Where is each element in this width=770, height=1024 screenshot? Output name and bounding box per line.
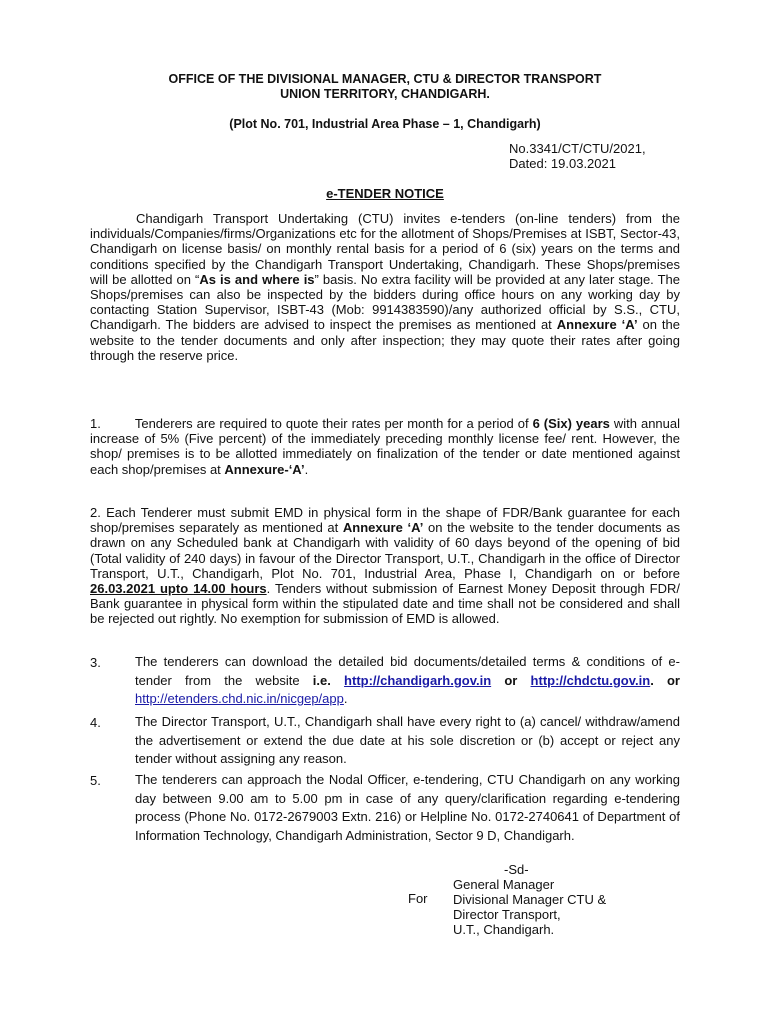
reference-date: Dated: 19.03.2021 (509, 156, 616, 171)
clause-1 (90, 416, 680, 477)
clause-3-ie: i.e. (312, 672, 331, 688)
clause-2-text-2: on the website to the tender documents as drawn on any Scheduled bank at Chandigarh with validity of 60 days beyond of the opening of bid (Total validity of 240 days) in favour of the Director Transport, U.T., Chandigarh in the office of Director Transport, U.T., Chandigarh, Plot No. 701, Industrial Area, Phase I, Chandigarh on or before (90, 520, 681, 581)
intro-paragraph (90, 211, 680, 363)
clause-4-number: 4. (90, 715, 101, 730)
intro-bold-as-is: As is and where is (199, 271, 315, 287)
clause-5: The tenderers can approach the Nodal Officer, e-tendering, CTU Chandigarh on any working day between 9.00 am to 5.00 pm in case of any query/clarification regarding e-tendering process (Phone No. 0172-2679003 Extn. 216) or Helpline No. 0172-2740641 of Department of Information Technology, Chandigarh Administration, Sector 9 D, Chandigarh. (135, 772, 680, 843)
signature-title: General Manager (453, 877, 555, 892)
etenders-link[interactable]: http://etenders.chd.nic.in/nicgep/app (135, 691, 344, 706)
clause-3-text-end: . (343, 691, 348, 706)
intro-bold-annexure: Annexure ‘A’ (556, 317, 638, 333)
reference-number: No.3341/CT/CTU/2021, (509, 141, 646, 156)
signature-designation-3: U.T., Chandigarh. (453, 922, 555, 937)
clause-3-text-1: The tenderers can download the detailed bid documents/detailed terms & conditions of e-tender from the website (135, 654, 680, 688)
notice-title: e-TENDER NOTICE (326, 186, 444, 201)
clause-3-or: or (504, 672, 518, 688)
office-address: (Plot No. 701, Industrial Area Phase – 1, Chandigarh) (229, 117, 541, 131)
clause-2-text-1: 2. Each Tenderer must submit EMD in physical form in the shape of FDR/Bank guarantee for each shop/premises separately as mentioned at (90, 505, 680, 536)
intro-text-3: on the website to the tender documents and only after inspection; they may quote their rates after going through the reserve price. (90, 317, 680, 363)
intro-text-1: Chandigarh Transport Undertaking (CTU) invites e-tenders (on-line tenders) from the individuals/Companies/firms/Organizations etc for the allotment of Shops/Premises at ISBT, Sector-43, Chandigarh on license basis/ on monthly rental basis for a period of 6 (six) years on the terms and conditions specified by the Chandigarh Transport Undertaking, Chandigarh. These Shops/premises will be allotted on “ (90, 211, 680, 287)
clause-1-text-3: . (304, 461, 309, 477)
office-heading-line2: UNION TERRITORY, CHANDIGARH. (280, 87, 490, 101)
clause-1-bold-years: 6 (Six) years (532, 416, 610, 431)
clause-1-number: 1. (90, 416, 101, 431)
signature-designation-1: Divisional Manager CTU & (453, 892, 607, 907)
clause-1-text-2: with annual increase of 5% (Five percent) of the immediately preceding monthly license fee/ rent. However, the shop/ premises is to be allotted immediately on finalization of the tender or date mentioned against each shop/premises at (90, 416, 680, 477)
office-heading (90, 72, 680, 102)
clause-3 (135, 653, 680, 709)
office-heading-line1: OFFICE OF THE DIVISIONAL MANAGER, CTU & DIRECTOR TRANSPORT (168, 72, 602, 86)
signature-sd: -Sd- (504, 862, 529, 877)
clause-5-number: 5. (90, 773, 101, 788)
chdctu-gov-link[interactable]: http://chdctu.gov.in (530, 672, 651, 688)
clause-3-number: 3. (90, 655, 101, 670)
clause-3-or-2: . or (650, 672, 680, 688)
clause-2 (90, 505, 680, 627)
clause-2-bold-annexure: Annexure ‘A’ (342, 520, 424, 536)
clause-2-deadline: 26.03.2021 upto 14.00 hours (90, 581, 267, 597)
signature-designation-2: Director Transport, (453, 907, 561, 922)
intro-text-2: ” basis. No extra facility will be provided at any later stage. The Shops/premises can also be inspected by the bidders during office hours on any working day by contacting Station Supervisor, ISBT-43 (Mob: 9914383590)/any authorized official by S.S., CTU, Chandigarh. The bidders are advised to inspect the premises as mentioned at (90, 271, 681, 333)
clause-1-bold-annexure: Annexure-‘A’ (224, 461, 305, 477)
clause-1-text-1: Tenderers are required to quote their rates per month for a period of (134, 416, 533, 431)
signature-for-label: For (408, 891, 428, 906)
clause-4: The Director Transport, U.T., Chandigarh shall have every right to (a) cancel/ withdraw/amend the advertisement or extend the due date at his sole discretion or (b) accept or reject any tender without assigning any reason. (135, 714, 680, 766)
chandigarh-gov-link[interactable]: http://chandigarh.gov.in (344, 672, 492, 688)
clause-2-text-3: . Tenders without submission of Earnest Money Deposit through FDR/ Bank guarantee in physical form within the stipulated date and time shall not be considered and shall be rejected out rightly. No exemption for submission of EMD is allowed. (90, 581, 680, 627)
